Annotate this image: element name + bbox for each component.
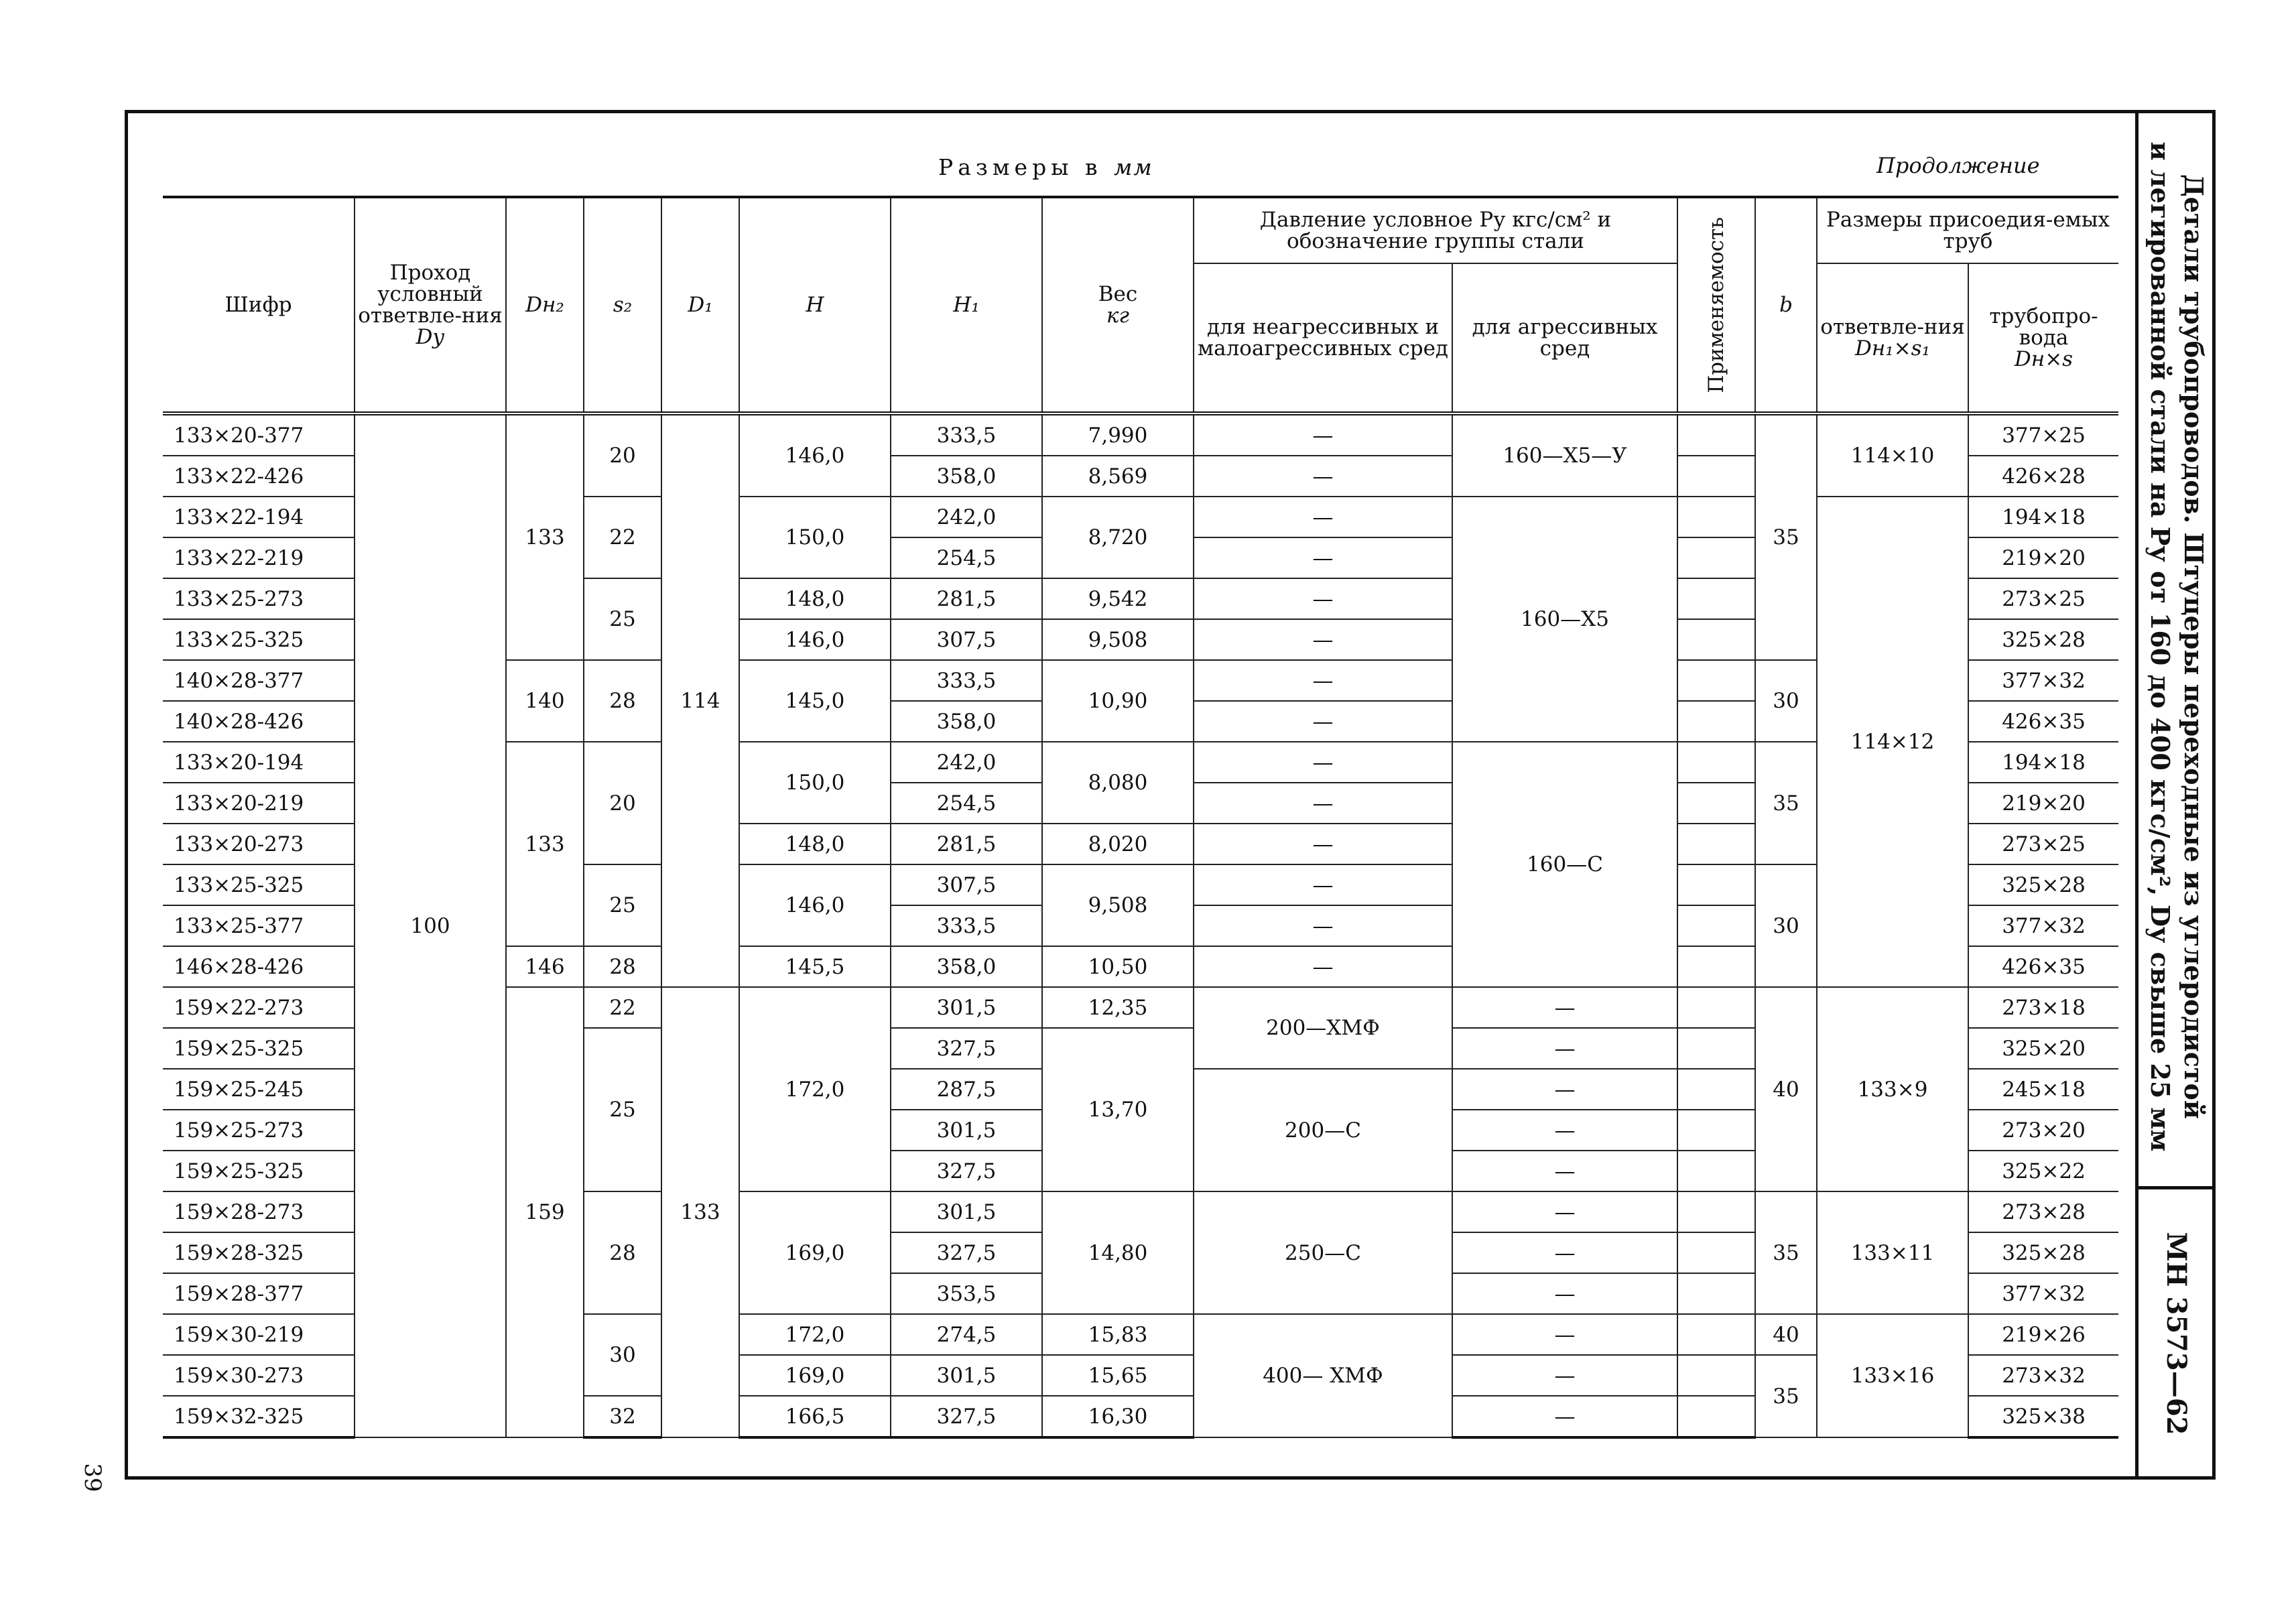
- dn2-cell: 159: [506, 987, 584, 1437]
- h-cell: 148,0: [739, 824, 891, 864]
- h1-cell: 353,5: [891, 1273, 1042, 1314]
- s2-cell: 25: [584, 864, 661, 946]
- applicability-cell: [1677, 1396, 1755, 1437]
- code-cell: 133×20-377: [163, 413, 355, 456]
- header-branch: [1817, 263, 1968, 413]
- applicability-cell: [1677, 619, 1755, 660]
- header-branch-symbol: Dн₁×s₁: [1854, 336, 1930, 361]
- aggressive-pressure-cell: —: [1452, 1028, 1677, 1069]
- pipeline-pipe-cell: 325×28: [1968, 864, 2118, 905]
- h-cell: 148,0: [739, 578, 891, 619]
- non-aggressive-pressure-cell: 200—С: [1194, 1069, 1452, 1191]
- weight-cell: 9,508: [1042, 619, 1194, 660]
- nominal-bore-cell: 100: [355, 413, 506, 1437]
- non-aggressive-pressure-cell: —: [1194, 456, 1452, 497]
- h1-cell: 327,5: [891, 1028, 1042, 1069]
- applicability-cell: [1677, 1273, 1755, 1314]
- pipeline-pipe-cell: 273×20: [1968, 1110, 2118, 1151]
- h1-cell: 301,5: [891, 987, 1042, 1028]
- header-pipeline-text: трубопро-вода: [1989, 304, 2098, 350]
- non-aggressive-pressure-cell: —: [1194, 619, 1452, 660]
- header-weight: [1042, 197, 1194, 413]
- units-caption-text: Размеры в: [938, 154, 1102, 180]
- weight-cell: 8,569: [1042, 456, 1194, 497]
- applicability-cell: [1677, 1028, 1755, 1069]
- weight-cell: 14,80: [1042, 1191, 1194, 1314]
- non-aggressive-pressure-cell: —: [1194, 742, 1452, 783]
- d1-cell: 133: [661, 987, 739, 1437]
- code-cell: 133×20-219: [163, 783, 355, 824]
- h1-cell: 301,5: [891, 1191, 1042, 1232]
- header-aggressive: для агрессивных сред: [1452, 263, 1677, 413]
- aggressive-pressure-cell: 160—С: [1452, 742, 1677, 987]
- applicability-cell: [1677, 1314, 1755, 1355]
- applicability-cell: [1677, 905, 1755, 946]
- h1-cell: 333,5: [891, 660, 1042, 701]
- non-aggressive-pressure-cell: —: [1194, 578, 1452, 619]
- h-cell: 172,0: [739, 1314, 891, 1355]
- s2-cell: 20: [584, 413, 661, 497]
- aggressive-pressure-cell: —: [1452, 1314, 1677, 1355]
- non-aggressive-pressure-cell: —: [1194, 497, 1452, 537]
- code-cell: 159×25-325: [163, 1028, 355, 1069]
- h-cell: 145,0: [739, 660, 891, 742]
- aggressive-pressure-cell: 160—Х5—У: [1452, 413, 1677, 497]
- pipeline-pipe-cell: 219×20: [1968, 537, 2118, 578]
- code-cell: 133×22-219: [163, 537, 355, 578]
- s2-cell: 22: [584, 987, 661, 1028]
- code-cell: 133×25-325: [163, 864, 355, 905]
- h-cell: 146,0: [739, 413, 891, 497]
- header-connected-pipes: Размеры присоедия-емых труб: [1817, 197, 2118, 263]
- h1-cell: 327,5: [891, 1151, 1042, 1191]
- header-pipeline: [1968, 263, 2118, 413]
- applicability-cell: [1677, 1110, 1755, 1151]
- non-aggressive-pressure-cell: —: [1194, 537, 1452, 578]
- applicability-cell: [1677, 701, 1755, 742]
- h-cell: 169,0: [739, 1355, 891, 1396]
- aggressive-pressure-cell: —: [1452, 1273, 1677, 1314]
- s2-cell: 28: [584, 1191, 661, 1314]
- continuation-note: Продолжение: [1876, 153, 2040, 178]
- h1-cell: 358,0: [891, 946, 1042, 987]
- applicability-cell: [1677, 413, 1755, 456]
- weight-cell: 8,080: [1042, 742, 1194, 824]
- h1-cell: 307,5: [891, 619, 1042, 660]
- pipeline-pipe-cell: 426×28: [1968, 456, 2118, 497]
- code-cell: 146×28-426: [163, 946, 355, 987]
- header-h: H: [739, 197, 891, 413]
- header-pipeline-symbol: Dн×s: [2014, 347, 2074, 371]
- header-weight-text: Вес: [1098, 282, 1138, 306]
- s2-cell: 20: [584, 742, 661, 864]
- weight-cell: 16,30: [1042, 1396, 1194, 1437]
- code-cell: 133×22-194: [163, 497, 355, 537]
- b-cell: 35: [1755, 1191, 1817, 1314]
- applicability-cell: [1677, 783, 1755, 824]
- weight-cell: 12,35: [1042, 987, 1194, 1028]
- s2-cell: 30: [584, 1314, 661, 1396]
- aggressive-pressure-cell: —: [1452, 1191, 1677, 1232]
- dn2-cell: 146: [506, 946, 584, 987]
- pipeline-pipe-cell: 273×28: [1968, 1191, 2118, 1232]
- h-cell: 172,0: [739, 987, 891, 1191]
- pipeline-pipe-cell: 194×18: [1968, 742, 2118, 783]
- header-nominal-bore-symbol: Dу: [416, 325, 445, 349]
- h1-cell: 333,5: [891, 413, 1042, 456]
- s2-cell: 28: [584, 660, 661, 742]
- h1-cell: 301,5: [891, 1110, 1042, 1151]
- h1-cell: 327,5: [891, 1396, 1042, 1437]
- weight-cell: 13,70: [1042, 1028, 1194, 1191]
- code-cell: 140×28-426: [163, 701, 355, 742]
- pipeline-pipe-cell: 426×35: [1968, 701, 2118, 742]
- branch-pipe-cell: 114×10: [1817, 413, 1968, 497]
- pipeline-pipe-cell: 377×25: [1968, 413, 2118, 456]
- header-nominal-bore-text: Проход условный ответвле-ния: [358, 261, 503, 328]
- non-aggressive-pressure-cell: —: [1194, 905, 1452, 946]
- h1-cell: 333,5: [891, 905, 1042, 946]
- applicability-cell: [1677, 456, 1755, 497]
- non-aggressive-pressure-cell: —: [1194, 660, 1452, 701]
- page-number: 39: [79, 1463, 106, 1492]
- branch-pipe-cell: 133×9: [1817, 987, 1968, 1191]
- aggressive-pressure-cell: 160—Х5: [1452, 497, 1677, 742]
- h-cell: 146,0: [739, 619, 891, 660]
- applicability-cell: [1677, 1232, 1755, 1273]
- non-aggressive-pressure-cell: 250—С: [1194, 1191, 1452, 1314]
- header-pressure: Давление условное Pу кгс/см² и обозначение группы стали: [1194, 197, 1677, 263]
- applicability-cell: [1677, 537, 1755, 578]
- h-cell: 169,0: [739, 1191, 891, 1314]
- header-applicability-text: Применяемость: [1704, 216, 1728, 393]
- h1-cell: 254,5: [891, 783, 1042, 824]
- weight-cell: 8,720: [1042, 497, 1194, 578]
- h-cell: 145,5: [739, 946, 891, 987]
- table-body: [163, 413, 2118, 1437]
- pipeline-pipe-cell: 273×25: [1968, 824, 2118, 864]
- aggressive-pressure-cell: —: [1452, 1151, 1677, 1191]
- header-b: b: [1755, 197, 1817, 413]
- s2-cell: 32: [584, 1396, 661, 1437]
- aggressive-pressure-cell: —: [1452, 1232, 1677, 1273]
- h1-cell: 281,5: [891, 824, 1042, 864]
- h1-cell: 254,5: [891, 537, 1042, 578]
- code-cell: 159×28-273: [163, 1191, 355, 1232]
- header-code: Шифр: [163, 197, 355, 413]
- header-s2: s₂: [584, 197, 661, 413]
- header-non-aggressive: для неагрессивных и малоагрессивных сред: [1194, 263, 1452, 413]
- aggressive-pressure-cell: —: [1452, 987, 1677, 1028]
- non-aggressive-pressure-cell: 400— ХМФ: [1194, 1314, 1452, 1437]
- header-d1: D₁: [661, 197, 739, 413]
- applicability-cell: [1677, 497, 1755, 537]
- document-title-line-2: и легированной стали на Pу от 160 до 400 кгс/см², Dу свыше 25 мм: [2145, 141, 2175, 1152]
- applicability-cell: [1677, 987, 1755, 1028]
- units-caption-unit: мм: [1114, 154, 1153, 180]
- aggressive-pressure-cell: —: [1452, 1396, 1677, 1437]
- code-cell: 159×30-219: [163, 1314, 355, 1355]
- weight-cell: 10,50: [1042, 946, 1194, 987]
- h1-cell: 301,5: [891, 1355, 1042, 1396]
- weight-cell: 15,65: [1042, 1355, 1194, 1396]
- s2-cell: 22: [584, 497, 661, 578]
- code-cell: 159×22-273: [163, 987, 355, 1028]
- pipeline-pipe-cell: 219×20: [1968, 783, 2118, 824]
- code-cell: 159×28-325: [163, 1232, 355, 1273]
- code-cell: 133×25-377: [163, 905, 355, 946]
- header-branch-text: ответвле-ния: [1820, 315, 1965, 339]
- pipeline-pipe-cell: 273×32: [1968, 1355, 2118, 1396]
- code-cell: 159×32-325: [163, 1396, 355, 1437]
- pipeline-pipe-cell: 273×18: [1968, 987, 2118, 1028]
- pipeline-pipe-cell: 325×38: [1968, 1396, 2118, 1437]
- s2-cell: 28: [584, 946, 661, 987]
- pipeline-pipe-cell: 194×18: [1968, 497, 2118, 537]
- pipeline-pipe-cell: 325×28: [1968, 1232, 2118, 1273]
- code-cell: 140×28-377: [163, 660, 355, 701]
- pipeline-pipe-cell: 426×35: [1968, 946, 2118, 987]
- standard-code-area: [2142, 1193, 2212, 1474]
- pipeline-pipe-cell: 219×26: [1968, 1314, 2118, 1355]
- b-cell: 30: [1755, 864, 1817, 987]
- units-caption: [938, 154, 1153, 180]
- weight-cell: 8,020: [1042, 824, 1194, 864]
- non-aggressive-pressure-cell: —: [1194, 864, 1452, 905]
- non-aggressive-pressure-cell: —: [1194, 413, 1452, 456]
- standard-code: МН 3573—62: [2161, 1232, 2193, 1435]
- applicability-cell: [1677, 1355, 1755, 1396]
- code-cell: 159×25-273: [163, 1110, 355, 1151]
- applicability-cell: [1677, 1069, 1755, 1110]
- s2-cell: 25: [584, 1028, 661, 1191]
- h1-cell: 307,5: [891, 864, 1042, 905]
- h1-cell: 327,5: [891, 1232, 1042, 1273]
- header-h1: H₁: [891, 197, 1042, 413]
- code-cell: 133×20-273: [163, 824, 355, 864]
- pipeline-pipe-cell: 377×32: [1968, 1273, 2118, 1314]
- frame-separator: [2135, 110, 2139, 1480]
- weight-cell: 9,542: [1042, 578, 1194, 619]
- b-cell: 40: [1755, 1314, 1817, 1355]
- h1-cell: 242,0: [891, 497, 1042, 537]
- h1-cell: 242,0: [891, 742, 1042, 783]
- header-dn2: Dн₂: [506, 197, 584, 413]
- dimensions-table: [163, 196, 2118, 1439]
- b-cell: 35: [1755, 742, 1817, 864]
- pipeline-pipe-cell: 325×22: [1968, 1151, 2118, 1191]
- aggressive-pressure-cell: —: [1452, 1110, 1677, 1151]
- non-aggressive-pressure-cell: —: [1194, 824, 1452, 864]
- pipeline-pipe-cell: 273×25: [1968, 578, 2118, 619]
- dn2-cell: 140: [506, 660, 584, 742]
- code-cell: 159×25-245: [163, 1069, 355, 1110]
- header-nominal-bore: [355, 197, 506, 413]
- s2-cell: 25: [584, 578, 661, 660]
- code-cell: 159×30-273: [163, 1355, 355, 1396]
- b-cell: 40: [1755, 987, 1817, 1191]
- weight-cell: 9,508: [1042, 864, 1194, 946]
- non-aggressive-pressure-cell: —: [1194, 783, 1452, 824]
- code-cell: 133×25-325: [163, 619, 355, 660]
- document-title-line-1: Детали трубопроводов. Штуцеры переходные из углеродистой: [2179, 174, 2209, 1119]
- applicability-cell: [1677, 1151, 1755, 1191]
- header-applicability: [1677, 197, 1755, 413]
- pipeline-pipe-cell: 377×32: [1968, 660, 2118, 701]
- aggressive-pressure-cell: —: [1452, 1355, 1677, 1396]
- h1-cell: 281,5: [891, 578, 1042, 619]
- h1-cell: 358,0: [891, 456, 1042, 497]
- b-cell: 35: [1755, 413, 1817, 660]
- code-cell: 159×28-377: [163, 1273, 355, 1314]
- table-row: [163, 413, 2118, 456]
- h-cell: 150,0: [739, 497, 891, 578]
- dn2-cell: 133: [506, 413, 584, 660]
- applicability-cell: [1677, 742, 1755, 783]
- branch-pipe-cell: 133×11: [1817, 1191, 1968, 1314]
- b-cell: 35: [1755, 1355, 1817, 1437]
- h-cell: 166,5: [739, 1396, 891, 1437]
- header-weight-unit: кг: [1106, 304, 1130, 328]
- h1-cell: 287,5: [891, 1069, 1042, 1110]
- branch-pipe-cell: 133×16: [1817, 1314, 1968, 1437]
- title-divider: [2138, 1186, 2213, 1189]
- h1-cell: 358,0: [891, 701, 1042, 742]
- pipeline-pipe-cell: 377×32: [1968, 905, 2118, 946]
- applicability-cell: [1677, 1191, 1755, 1232]
- h1-cell: 274,5: [891, 1314, 1042, 1355]
- applicability-cell: [1677, 578, 1755, 619]
- applicability-cell: [1677, 660, 1755, 701]
- weight-cell: 10,90: [1042, 660, 1194, 742]
- pipeline-pipe-cell: 245×18: [1968, 1069, 2118, 1110]
- document-title: [2142, 114, 2212, 1179]
- applicability-cell: [1677, 946, 1755, 987]
- weight-cell: 15,83: [1042, 1314, 1194, 1355]
- non-aggressive-pressure-cell: —: [1194, 701, 1452, 742]
- dn2-cell: 133: [506, 742, 584, 946]
- code-cell: 159×25-325: [163, 1151, 355, 1191]
- code-cell: 133×22-426: [163, 456, 355, 497]
- non-aggressive-pressure-cell: —: [1194, 946, 1452, 987]
- h-cell: 150,0: [739, 742, 891, 824]
- branch-pipe-cell: 114×12: [1817, 497, 1968, 987]
- applicability-cell: [1677, 864, 1755, 905]
- h-cell: 146,0: [739, 864, 891, 946]
- code-cell: 133×25-273: [163, 578, 355, 619]
- b-cell: 30: [1755, 660, 1817, 742]
- pipeline-pipe-cell: 325×20: [1968, 1028, 2118, 1069]
- d1-cell: 114: [661, 413, 739, 987]
- aggressive-pressure-cell: —: [1452, 1069, 1677, 1110]
- code-cell: 133×20-194: [163, 742, 355, 783]
- applicability-cell: [1677, 824, 1755, 864]
- non-aggressive-pressure-cell: 200—ХМФ: [1194, 987, 1452, 1069]
- side-title-area: [2142, 114, 2212, 1179]
- pipeline-pipe-cell: 325×28: [1968, 619, 2118, 660]
- weight-cell: 7,990: [1042, 413, 1194, 456]
